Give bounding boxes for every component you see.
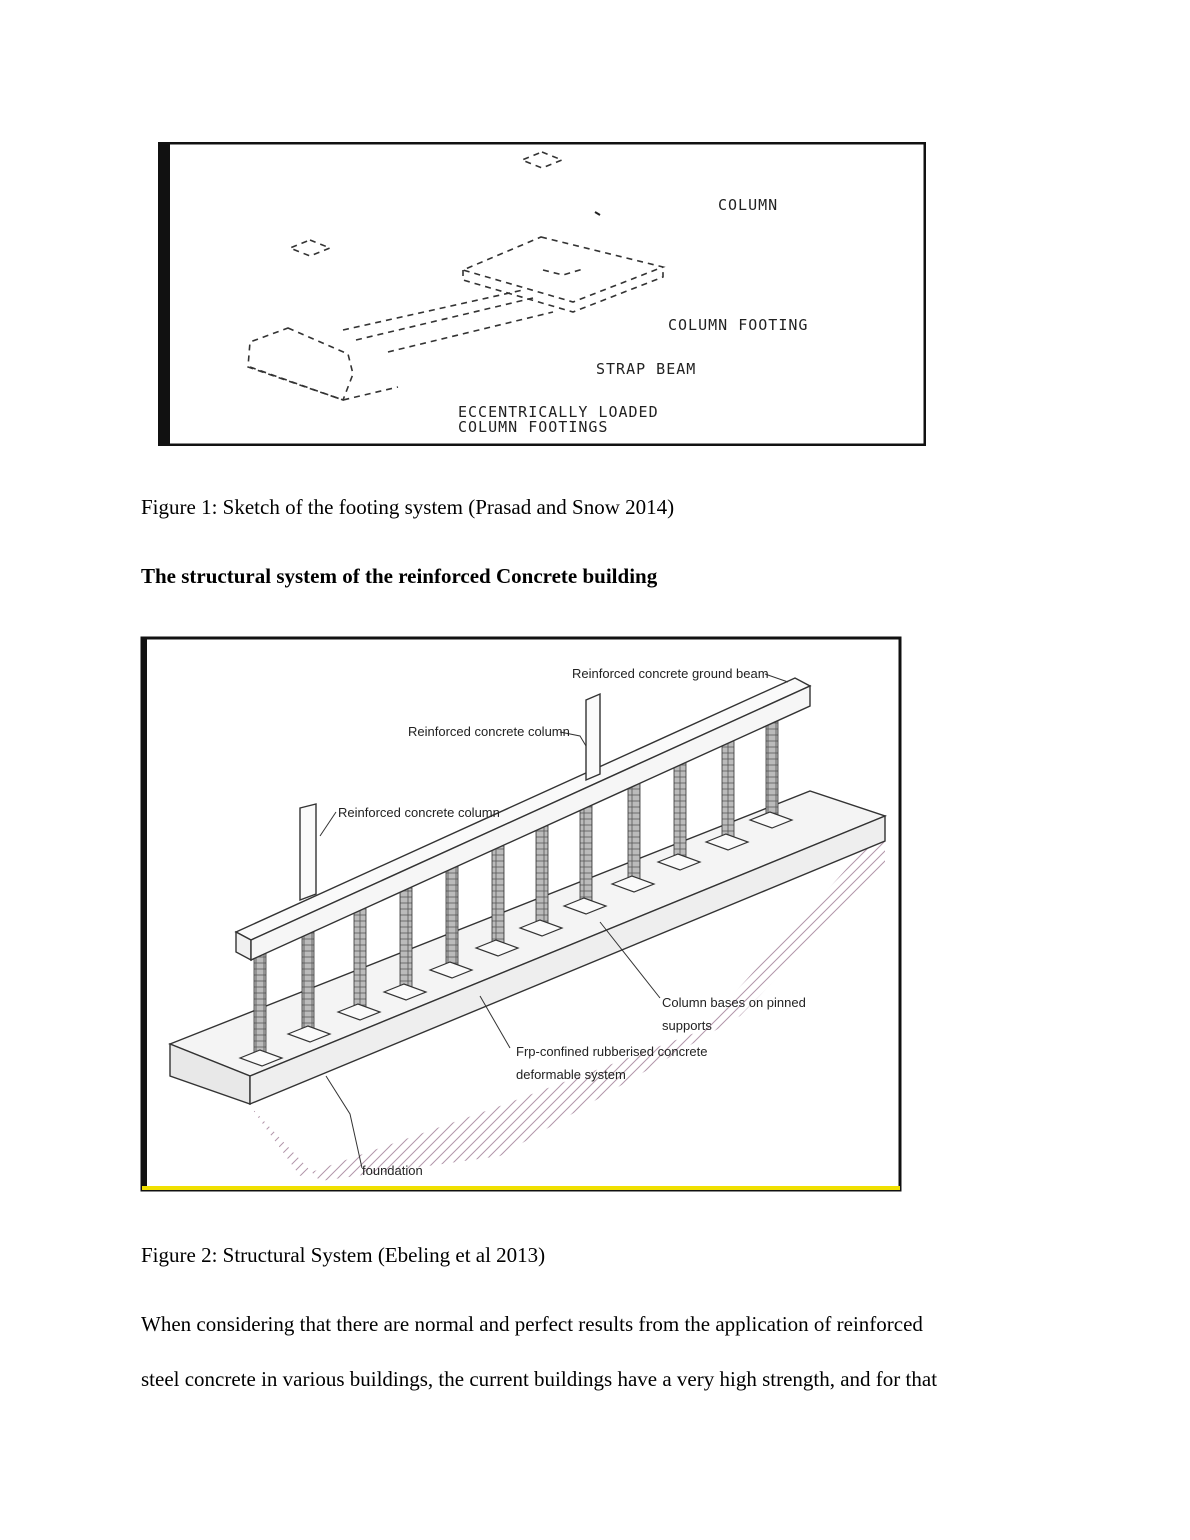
label-column-footing: COLUMN FOOTING bbox=[668, 316, 809, 334]
label-frp-line1: Frp-confined rubberised concrete bbox=[516, 1044, 708, 1059]
label-strap-beam: STRAP BEAM bbox=[596, 360, 697, 378]
section-heading: The structural system of the reinforced Concrete building bbox=[141, 564, 658, 588]
label-frp-line2: deformable system bbox=[516, 1067, 626, 1082]
label-column-upper: Reinforced concrete column bbox=[408, 724, 570, 739]
label-column: COLUMN bbox=[718, 196, 779, 214]
structural-system-figure bbox=[140, 636, 902, 1192]
body-text-line-2: steel concrete in various buildings, the current buildings have a very high strength, and for that bbox=[141, 1367, 938, 1391]
label-eccentric-line1: ECCENTRICALLY LOADED bbox=[458, 403, 659, 421]
label-foundation: foundation bbox=[362, 1163, 423, 1178]
body-text-line-1: When considering that there are normal and perfect results from the application of reinforced bbox=[141, 1312, 923, 1336]
label-column-bases-line1: Column bases on pinned bbox=[662, 995, 806, 1010]
label-eccentric-line2: COLUMN FOOTINGS bbox=[458, 418, 609, 436]
label-column-bases-line2: supports bbox=[662, 1018, 712, 1033]
figure1-caption: Figure 1: Sketch of the footing system (Prasad and Snow 2014) bbox=[141, 495, 675, 519]
label-ground-beam: Reinforced concrete ground beam bbox=[572, 666, 769, 681]
figure2-caption: Figure 2: Structural System (Ebeling et al 2013) bbox=[141, 1243, 546, 1267]
label-column-left: Reinforced concrete column bbox=[338, 805, 500, 820]
footing-sketch-figure bbox=[158, 142, 926, 446]
